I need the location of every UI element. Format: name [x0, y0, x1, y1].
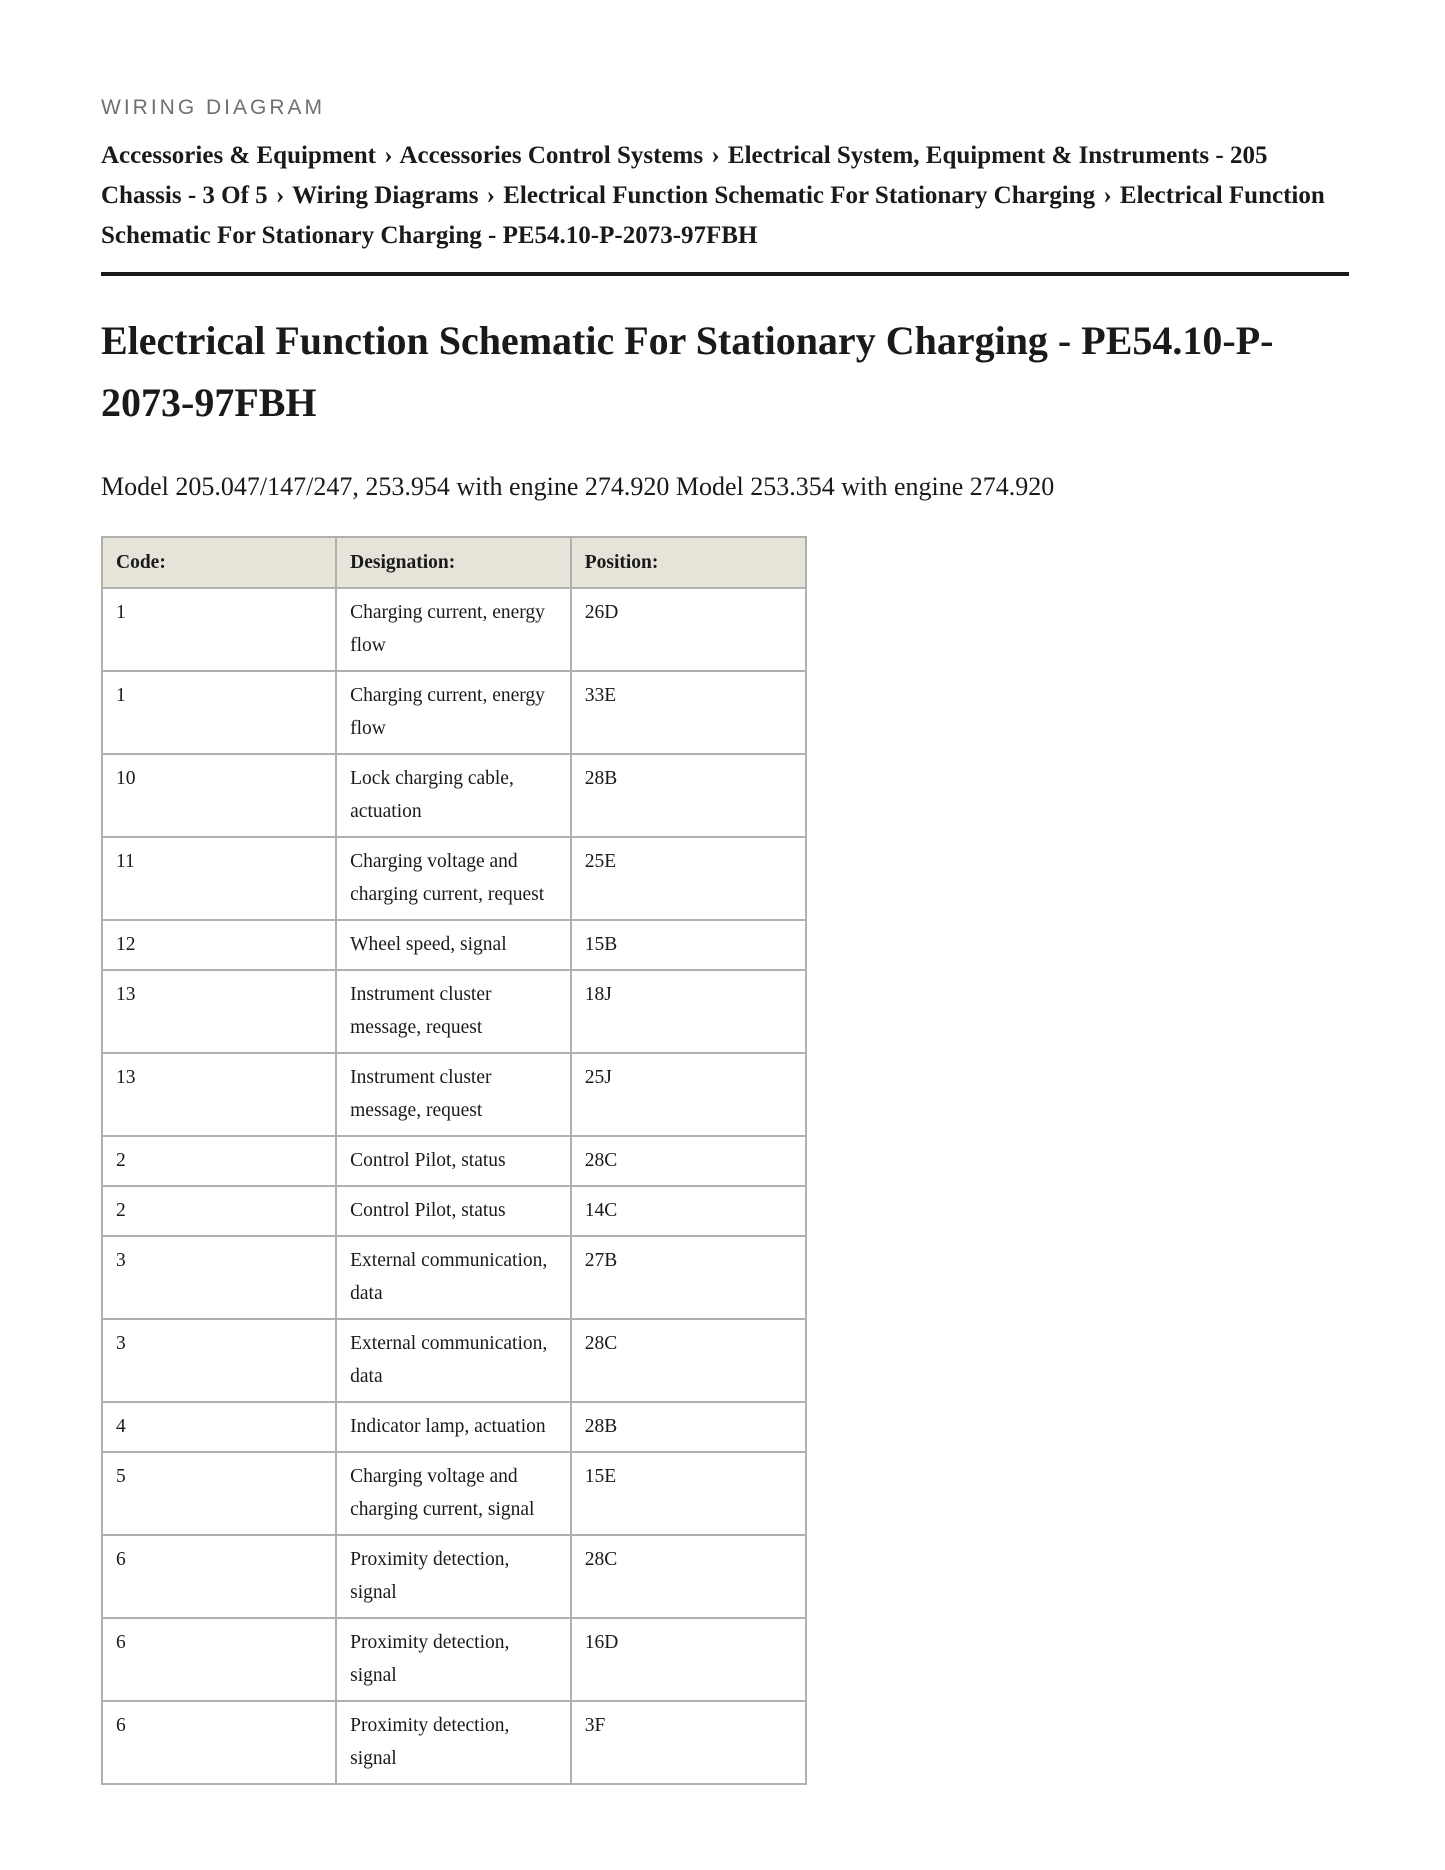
cell-position: 28B	[571, 1402, 806, 1452]
cell-position: 16D	[571, 1618, 806, 1701]
cell-code: 5	[102, 1452, 336, 1535]
table-row	[102, 1402, 806, 1452]
cell-code: 1	[102, 588, 336, 671]
cell-position: 25E	[571, 837, 806, 920]
breadcrumb-separator: ›	[486, 182, 495, 209]
breadcrumb-link[interactable]: Electrical System, Equipment & Instruments - 205 Chassis - 3 Of 5	[101, 142, 1268, 209]
cell-code: 6	[102, 1535, 336, 1618]
cell-code: 6	[102, 1701, 336, 1784]
cell-position: 15E	[571, 1452, 806, 1535]
cell-code: 13	[102, 970, 336, 1053]
table-row	[102, 588, 806, 671]
section-kicker: WIRING DIAGRAM	[101, 96, 325, 119]
breadcrumb-separator: ›	[384, 142, 393, 169]
cell-designation: External communication, data	[336, 1319, 571, 1402]
breadcrumb	[101, 136, 1349, 276]
breadcrumb-separator: ›	[275, 182, 285, 209]
cell-designation: External communication, data	[336, 1236, 571, 1319]
cell-designation: Control Pilot, status	[336, 1136, 571, 1186]
breadcrumb-link[interactable]: Electrical Function Schematic For Stationary Charging - PE54.10-P-2073-97FBH	[101, 182, 1325, 249]
column-header-position: Position:	[571, 537, 806, 588]
table-row	[102, 1136, 806, 1186]
cell-code: 3	[102, 1236, 336, 1319]
cell-position: 26D	[571, 588, 806, 671]
cell-position: 27B	[571, 1236, 806, 1319]
breadcrumb-link[interactable]: Wiring Diagrams	[292, 182, 479, 209]
table-row	[102, 837, 806, 920]
cell-designation: Wheel speed, signal	[336, 920, 571, 970]
cell-designation: Proximity detection, signal	[336, 1701, 571, 1784]
cell-designation: Lock charging cable, actuation	[336, 754, 571, 837]
table-row	[102, 1701, 806, 1784]
table-row	[102, 920, 806, 970]
cell-position: 28C	[571, 1319, 806, 1402]
cell-position: 3F	[571, 1701, 806, 1784]
cell-designation: Instrument cluster message, request	[336, 1053, 571, 1136]
cell-position: 14C	[571, 1186, 806, 1236]
cell-position: 28C	[571, 1535, 806, 1618]
cell-code: 10	[102, 754, 336, 837]
cell-position: 28C	[571, 1136, 806, 1186]
cell-designation: Indicator lamp, actuation	[336, 1402, 571, 1452]
table-row	[102, 671, 806, 754]
cell-code: 13	[102, 1053, 336, 1136]
breadcrumb-separator: ›	[711, 142, 720, 169]
cell-designation: Proximity detection, signal	[336, 1535, 571, 1618]
breadcrumb-link[interactable]: Accessories Control Systems	[399, 142, 704, 169]
table-row	[102, 970, 806, 1053]
cell-code: 3	[102, 1319, 336, 1402]
cell-designation: Charging current, energy flow	[336, 671, 571, 754]
cell-position: 15B	[571, 920, 806, 970]
table-row	[102, 1186, 806, 1236]
cell-position: 28B	[571, 754, 806, 837]
cell-code: 2	[102, 1136, 336, 1186]
document-page	[101, 94, 1349, 1785]
cell-code: 11	[102, 837, 336, 920]
table-header-row	[102, 537, 806, 588]
cell-designation: Instrument cluster message, request	[336, 970, 571, 1053]
table-row	[102, 754, 806, 837]
cell-code: 2	[102, 1186, 336, 1236]
model-applicability: Model 205.047/147/247, 253.954 with engine 274.920 Model 253.354 with engine 274.920	[101, 472, 1055, 501]
breadcrumb-link[interactable]: Electrical Function Schematic For Stationary Charging	[503, 182, 1096, 209]
cell-code: 1	[102, 671, 336, 754]
cell-code: 4	[102, 1402, 336, 1452]
column-header-designation: Designation:	[336, 537, 571, 588]
cell-designation: Charging voltage and charging current, signal	[336, 1452, 571, 1535]
table-row	[102, 1618, 806, 1701]
cell-position: 25J	[571, 1053, 806, 1136]
table-row	[102, 1236, 806, 1319]
table-row	[102, 1452, 806, 1535]
cell-code: 6	[102, 1618, 336, 1701]
cell-designation: Charging voltage and charging current, request	[336, 837, 571, 920]
table-row	[102, 1535, 806, 1618]
cell-code: 12	[102, 920, 336, 970]
cell-designation: Proximity detection, signal	[336, 1618, 571, 1701]
cell-position: 18J	[571, 970, 806, 1053]
breadcrumb-separator: ›	[1103, 182, 1112, 209]
breadcrumb-link[interactable]: Accessories & Equipment	[101, 142, 376, 169]
page-title: Electrical Function Schematic For Stationary Charging - PE54.10-P-2073-97FBH	[101, 318, 1274, 425]
cell-designation: Control Pilot, status	[336, 1186, 571, 1236]
cell-position: 33E	[571, 671, 806, 754]
table-row	[102, 1053, 806, 1136]
designation-table	[101, 536, 807, 1785]
column-header-code: Code:	[102, 537, 336, 588]
cell-designation: Charging current, energy flow	[336, 588, 571, 671]
table-row	[102, 1319, 806, 1402]
